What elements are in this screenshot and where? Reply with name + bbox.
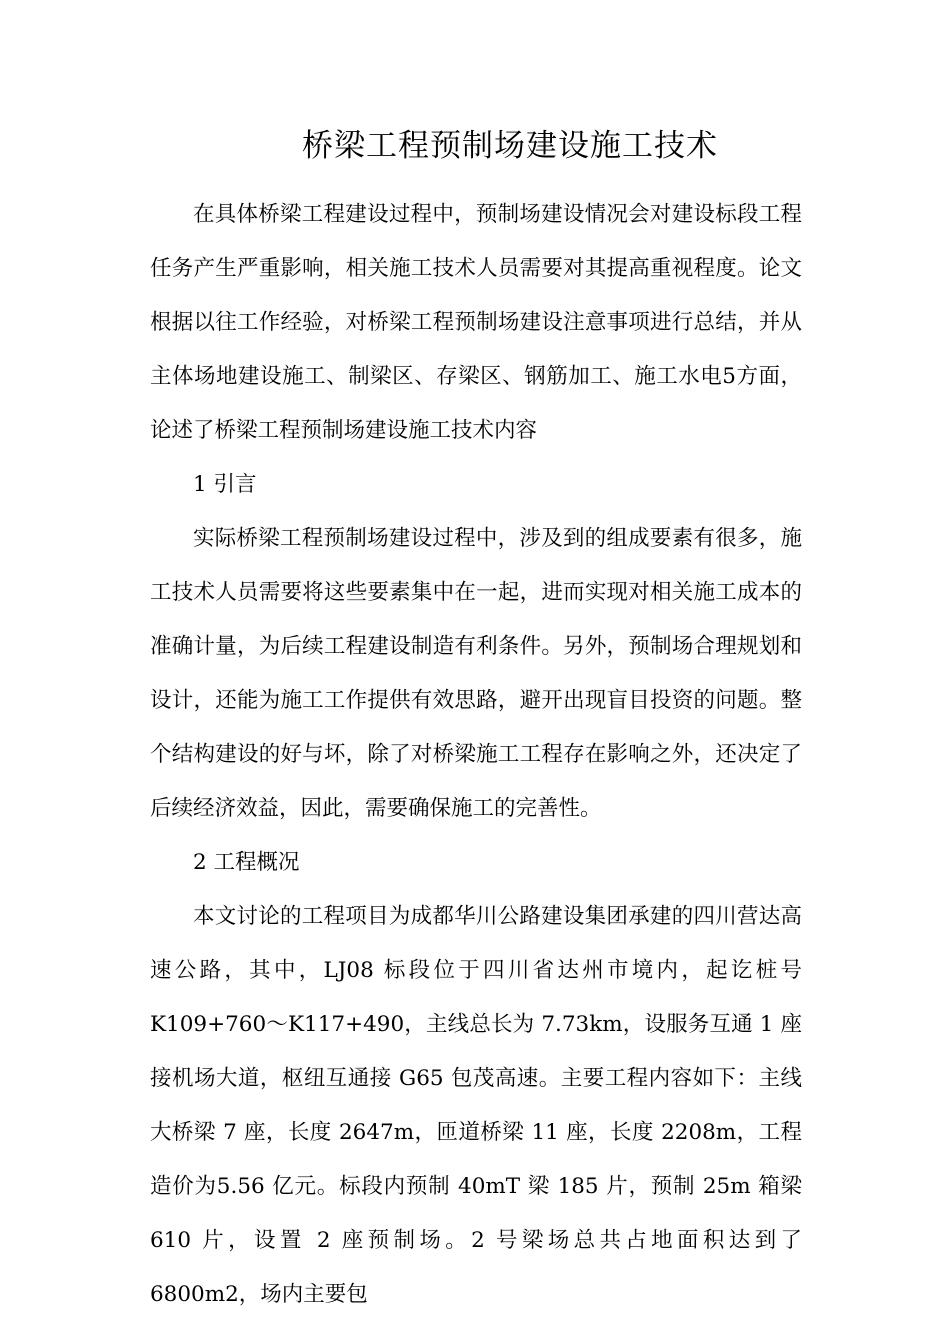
section-heading-project-overview: 2 工程概况 xyxy=(193,850,300,875)
introduction-paragraph: 实际桥梁工程预制场建设过程中，涉及到的组成要素有很多，施工技术人员需要将这些要素集中在一起，进而实现对相关施工成本的准确计量，为后续工程建设制造有利条件。另外，预制场合理规划和设计，还能为施工工作提供有效思路，避开出现盲目投资的问题。整个结构建设的好与坏，除了对桥梁施工工程存在影响之外，还决定了后续经济效益，因此，需要确保施工的完善性。 xyxy=(150,526,802,821)
section-heading-introduction: 1 引言 xyxy=(193,472,257,497)
document-body xyxy=(150,188,802,1322)
document-title: 桥梁工程预制场建设施工技术 xyxy=(302,128,718,164)
abstract-paragraph: 在具体桥梁工程建设过程中，预制场建设情况会对建设标段工程任务产生严重影响，相关施工技术人员需要对其提高重视程度。论文根据以往工作经验，对桥梁工程预制场建设注意事项进行总结，并从主体场地建设施工、制梁区、存梁区、钢筋加工、施工水电5方面，论述了桥梁工程预制场建设施工技术内容 xyxy=(150,202,802,443)
project-overview-paragraph: 本文讨论的工程项目为成都华川公路建设集团承建的四川营达高速公路，其中，LJ08 标段位于四川省达州市境内，起讫桩号K109+760～K117+490，主线总长为 7.73km，设服务互通 1 座接机场大道，枢纽互通接 G65 包茂高速。主要工程内容如下：主线大桥梁 7 座，长度 2647m，匝道桥梁 11 座，长度 2208m，工程造价为5.56 亿元。标段内预制 40mT 梁 185 片，预制 25m 箱梁 610 片，设置 2 座预制场。2 号梁场总共占地面积达到了 6800m2，场内主要包 xyxy=(150,904,802,1307)
